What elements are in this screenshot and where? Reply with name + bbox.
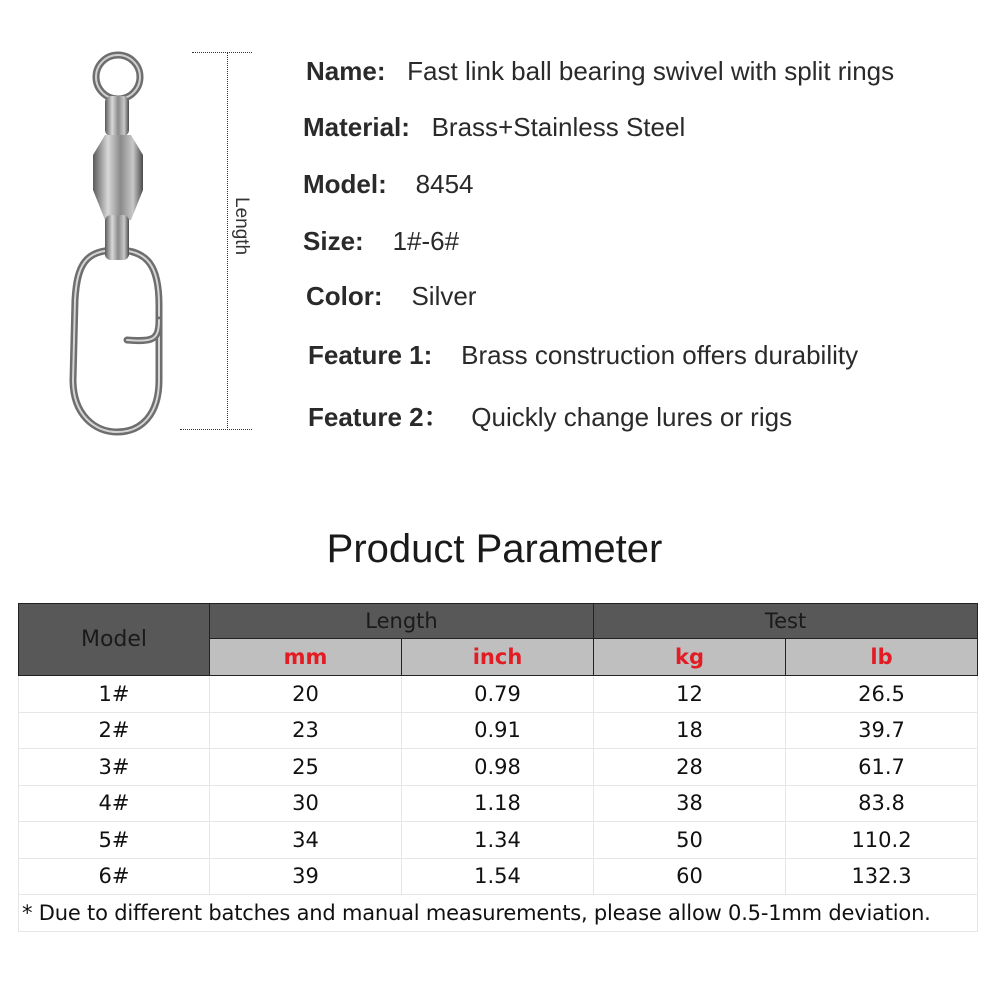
header-inch: inch (402, 639, 594, 676)
spec-key: Name: (306, 56, 386, 86)
spec-key: Feature 1: (308, 340, 433, 370)
cell-kg: 50 (594, 822, 786, 859)
cell-lb: 61.7 (786, 749, 978, 786)
cell-mm: 30 (210, 785, 402, 822)
product-image (55, 50, 175, 440)
cell-lb: 26.5 (786, 676, 978, 713)
cell-mm: 23 (210, 712, 402, 749)
cell-inch: 0.91 (402, 712, 594, 749)
header-lb: lb (786, 639, 978, 676)
table-group-header-row (19, 604, 978, 639)
spec-feature-2 (308, 397, 792, 434)
cell-mm: 34 (210, 822, 402, 859)
header-model: Model (19, 604, 210, 676)
spec-key: Color: (306, 281, 383, 311)
spec-key: Model: (303, 169, 387, 199)
cell-model: 6# (19, 858, 210, 895)
cell-mm: 39 (210, 858, 402, 895)
spec-name (306, 56, 894, 87)
table-row (19, 822, 978, 859)
cell-inch: 1.54 (402, 858, 594, 895)
deviation-note: * Due to different batches and manual measurements, please allow 0.5-1mm deviation. (19, 895, 978, 932)
product-parameter-table (18, 603, 978, 932)
cell-model: 3# (19, 749, 210, 786)
spec-value: Brass construction offers durability (461, 340, 859, 370)
cell-model: 4# (19, 785, 210, 822)
header-kg: kg (594, 639, 786, 676)
cell-kg: 18 (594, 712, 786, 749)
spec-value: 1#-6# (392, 226, 460, 256)
table-row (19, 712, 978, 749)
cell-lb: 110.2 (786, 822, 978, 859)
spec-key: Material: (303, 112, 410, 142)
section-title-text: Product Parameter (326, 527, 663, 571)
spec-color (306, 281, 476, 312)
spec-model (303, 169, 474, 200)
table-row (19, 749, 978, 786)
spec-value: Quickly change lures or rigs (471, 402, 793, 432)
guide-vertical-line (227, 52, 228, 430)
length-dimension-guide (180, 52, 260, 430)
cell-inch: 0.98 (402, 749, 594, 786)
cell-lb: 39.7 (786, 712, 978, 749)
spec-value: Fast link ball bearing swivel with split rings (407, 56, 895, 86)
cell-lb: 83.8 (786, 785, 978, 822)
header-mm: mm (210, 639, 402, 676)
cell-inch: 1.18 (402, 785, 594, 822)
cell-lb: 132.3 (786, 858, 978, 895)
spec-value: Brass+Stainless Steel (431, 112, 686, 142)
guide-bottom-line (180, 429, 252, 430)
header-length: Length (210, 604, 594, 639)
cell-inch: 1.34 (402, 822, 594, 859)
length-label: Length (231, 197, 252, 256)
cell-kg: 12 (594, 676, 786, 713)
cell-mm: 20 (210, 676, 402, 713)
spec-value: 8454 (415, 169, 474, 199)
section-title (0, 527, 1001, 572)
cell-model: 1# (19, 676, 210, 713)
spec-feature-1 (308, 340, 858, 371)
table-row (19, 858, 978, 895)
cell-mm: 25 (210, 749, 402, 786)
cell-model: 5# (19, 822, 210, 859)
spec-size (303, 226, 459, 257)
guide-top-line (192, 52, 252, 53)
spec-key: Feature 2： (308, 402, 450, 432)
table-row (19, 785, 978, 822)
swivel-icon (55, 50, 175, 440)
header-test: Test (594, 604, 978, 639)
cell-kg: 60 (594, 858, 786, 895)
table-note-row (19, 895, 978, 932)
table-row (19, 676, 978, 713)
cell-inch: 0.79 (402, 676, 594, 713)
spec-value: Silver (411, 281, 477, 311)
cell-kg: 28 (594, 749, 786, 786)
cell-model: 2# (19, 712, 210, 749)
spec-key: Size: (303, 226, 364, 256)
spec-material (303, 112, 685, 143)
cell-kg: 38 (594, 785, 786, 822)
